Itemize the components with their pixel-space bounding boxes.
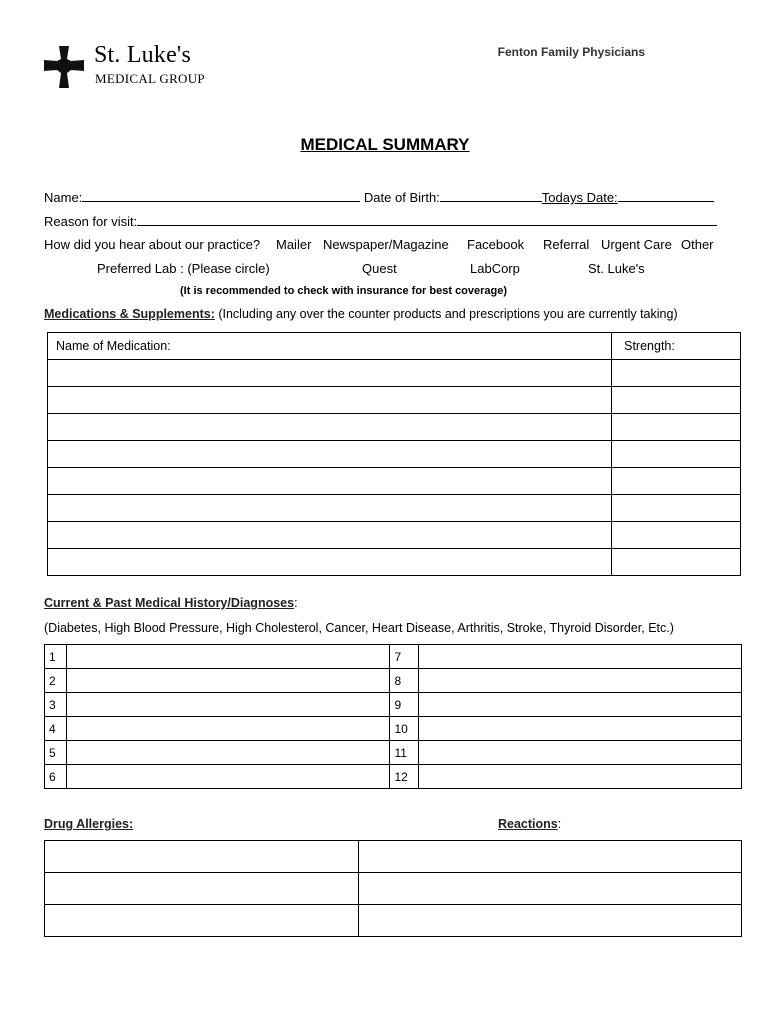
history-heading-line	[44, 596, 298, 610]
diagnosis-cell[interactable]	[419, 645, 742, 669]
table-row	[48, 522, 741, 549]
diagnosis-cell[interactable]	[419, 765, 742, 789]
today-field[interactable]	[618, 189, 714, 202]
medication-name-cell[interactable]	[48, 387, 612, 414]
row-number: 4	[45, 717, 67, 741]
reaction-cell[interactable]	[358, 841, 741, 873]
reason-field[interactable]	[137, 213, 717, 226]
medication-name-cell[interactable]	[48, 495, 612, 522]
row-number: 11	[390, 741, 419, 765]
medication-name-cell[interactable]	[48, 549, 612, 576]
medication-name-header: Name of Medication:	[48, 333, 612, 360]
strength-cell[interactable]	[612, 468, 741, 495]
medications-subheading: (Including any over the counter products and prescriptions you are currently taking)	[214, 307, 678, 321]
option-referral[interactable]: Referral	[543, 237, 590, 252]
table-row	[48, 387, 741, 414]
diagnosis-cell[interactable]	[66, 669, 390, 693]
table-row	[48, 549, 741, 576]
table-row	[45, 905, 742, 937]
reactions-heading-line	[498, 817, 561, 831]
row-number: 1	[45, 645, 67, 669]
dob-field[interactable]	[440, 189, 542, 202]
reaction-cell[interactable]	[358, 873, 741, 905]
reaction-cell[interactable]	[358, 905, 741, 937]
brand-name: St. Luke's	[94, 42, 191, 68]
table-row	[45, 841, 742, 873]
reactions-heading: Reactions	[498, 817, 558, 831]
table-row	[45, 717, 742, 741]
allergy-cell[interactable]	[45, 873, 359, 905]
diagnosis-cell[interactable]	[419, 717, 742, 741]
row-number: 10	[390, 717, 419, 741]
strength-cell[interactable]	[612, 495, 741, 522]
insurance-note: (It is recommended to check with insurance for best coverage)	[180, 285, 508, 297]
strength-cell[interactable]	[612, 414, 741, 441]
row-number: 7	[390, 645, 419, 669]
table-row	[48, 414, 741, 441]
option-other[interactable]: Other	[681, 237, 714, 252]
row-number: 6	[45, 765, 67, 789]
reason-label: Reason for visit:	[44, 214, 138, 229]
allergy-cell[interactable]	[45, 841, 359, 873]
row-number: 8	[390, 669, 419, 693]
diagnosis-cell[interactable]	[66, 765, 390, 789]
table-row	[45, 765, 742, 789]
medications-table	[47, 332, 741, 576]
history-heading-suffix: :	[294, 596, 298, 610]
option-urgent-care[interactable]: Urgent Care	[601, 237, 672, 252]
lab-option-labcorp[interactable]: LabCorp	[470, 261, 520, 276]
medication-name-cell[interactable]	[48, 441, 612, 468]
table-row	[48, 468, 741, 495]
option-facebook[interactable]: Facebook	[467, 237, 525, 252]
medications-heading-line	[44, 307, 678, 321]
patient-info-line	[44, 189, 714, 205]
table-row	[45, 741, 742, 765]
cross-icon	[44, 46, 84, 88]
medication-name-cell[interactable]	[48, 360, 612, 387]
strength-cell[interactable]	[612, 441, 741, 468]
table-row	[45, 693, 742, 717]
referral-question: How did you hear about our practice?	[44, 237, 261, 252]
allergies-heading: Drug Allergies:	[44, 817, 134, 831]
name-label: Name:	[44, 190, 83, 205]
strength-cell[interactable]	[612, 522, 741, 549]
option-mailer[interactable]: Mailer	[276, 237, 312, 252]
lab-option-st-lukes[interactable]: St. Luke's	[588, 261, 645, 276]
diagnosis-cell[interactable]	[419, 693, 742, 717]
diagnosis-cell[interactable]	[66, 693, 390, 717]
row-number: 2	[45, 669, 67, 693]
table-row	[48, 441, 741, 468]
table-row	[48, 495, 741, 522]
table-row	[45, 645, 742, 669]
allergy-cell[interactable]	[45, 905, 359, 937]
history-heading: Current & Past Medical History/Diagnoses	[44, 596, 295, 610]
name-field[interactable]	[82, 189, 360, 202]
table-row	[45, 873, 742, 905]
row-number: 5	[45, 741, 67, 765]
strength-header: Strength:	[612, 333, 741, 360]
diagnosis-cell[interactable]	[419, 669, 742, 693]
diagnosis-cell[interactable]	[66, 741, 390, 765]
dob-label: Date of Birth:	[363, 190, 440, 205]
row-number: 12	[390, 765, 419, 789]
table-header-row	[48, 333, 741, 360]
medication-name-cell[interactable]	[48, 468, 612, 495]
history-examples: (Diabetes, High Blood Pressure, High Cholesterol, Cancer, Heart Disease, Arthritis, Stroke, Thyroid Disorder, Etc.)	[44, 621, 674, 635]
diagnosis-cell[interactable]	[66, 645, 390, 669]
lab-option-quest[interactable]: Quest	[362, 261, 397, 276]
practice-name: Fenton Family Physicians	[497, 45, 645, 59]
table-row	[45, 669, 742, 693]
option-newspaper[interactable]: Newspaper/Magazine	[323, 237, 449, 252]
strength-cell[interactable]	[612, 387, 741, 414]
reactions-heading-suffix: :	[557, 817, 562, 831]
medication-name-cell[interactable]	[48, 522, 612, 549]
history-table	[44, 644, 742, 789]
row-number: 3	[45, 693, 67, 717]
medication-name-cell[interactable]	[48, 414, 612, 441]
allergies-table	[44, 840, 742, 937]
medications-heading: Medications & Supplements:	[44, 307, 215, 321]
diagnosis-cell[interactable]	[66, 717, 390, 741]
row-number: 9	[390, 693, 419, 717]
reason-line	[44, 213, 717, 229]
allergies-heading-line	[44, 817, 133, 831]
table-row	[48, 360, 741, 387]
page-title: MEDICAL SUMMARY	[300, 135, 470, 154]
lab-label: Preferred Lab : (Please circle)	[97, 261, 270, 276]
diagnosis-cell[interactable]	[419, 741, 742, 765]
today-label: Todays Date:	[541, 190, 618, 205]
brand-subtitle: MEDICAL GROUP	[95, 71, 205, 86]
strength-cell[interactable]	[612, 549, 741, 576]
strength-cell[interactable]	[612, 360, 741, 387]
